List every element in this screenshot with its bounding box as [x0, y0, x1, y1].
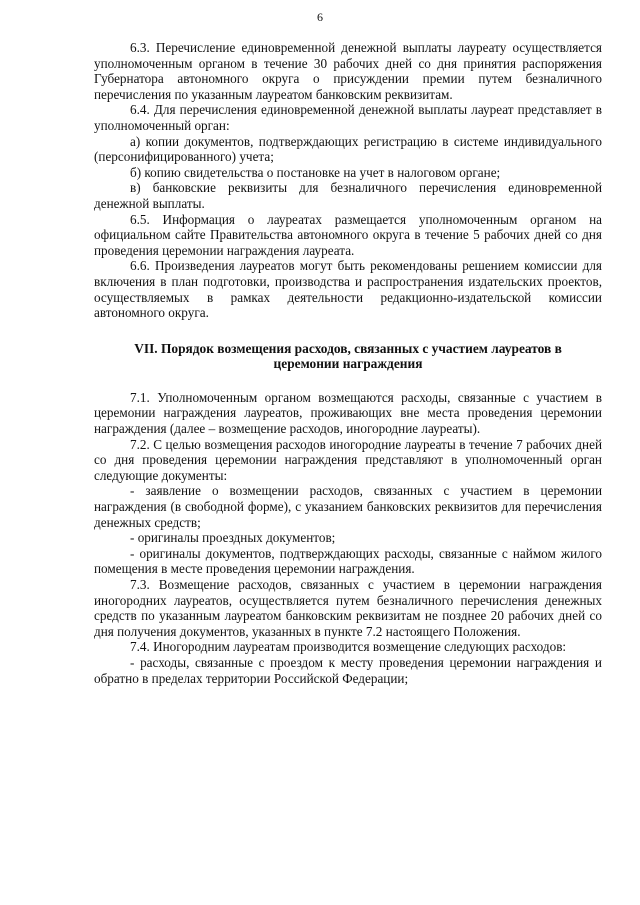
document-body [94, 40, 602, 686]
paragraph-6-4: 6.4. Для перечисления единовременной денежной выплаты лауреат представляет в уполномоченный орган: [94, 102, 602, 133]
paragraph-6-6: 6.6. Произведения лауреатов могут быть рекомендованы решением комиссии для включения в план подготовки, производства и распространения издательских проектов, осуществляемых в рамках деятельности редакционно-издательской комиссии автономного округа. [94, 258, 602, 321]
list-item-6-4-c: в) банковские реквизиты для безналичного перечисления единовременной денежной выплаты. [94, 180, 602, 211]
list-item-7-2-housing: - оригиналы документов, подтверждающих расходы, связанные с наймом жилого помещения в месте проведения церемонии награждения. [94, 545, 602, 577]
paragraph-6-5: 6.5. Информация о лауреатах размещается уполномоченным органом на официальном сайте Правительства автономного округа в течение 5 рабочих дней со дня проведения церемонии награждения лауреата. [94, 211, 602, 258]
list-item-6-4-b: б) копию свидетельства о постановке на учет в налоговом органе; [130, 164, 501, 180]
list-item-7-2-application: - заявление о возмещении расходов, связанных с участием в церемонии награждения (в свободной форме), с указанием банковских реквизитов для перечисления денежных средств; [94, 483, 602, 530]
paragraph-7-2: 7.2. С целью возмещения расходов иногородние лауреаты в течение 7 рабочих дней со дня проведения церемонии награждения представляют в уполномоченный орган следующие документы: [94, 436, 602, 483]
page-number: 6 [317, 10, 323, 24]
list-item-7-2-tickets: - оригиналы проездных документов; [130, 530, 336, 546]
paragraph-7-3: 7.3. Возмещение расходов, связанных с участием в церемонии награждения иногородних лауреатов, осуществляется путем безналичного перечисления денежных средств по указанным лауреатом банковским реквизитам не позднее 20 рабочих дней со дня получения документов, указанных в пункте 7.2 настоящего Положения. [94, 577, 602, 639]
paragraph-6-3: 6.3. Перечисление единовременной денежной выплаты лауреату осуществляется уполномоченным органом в течение 30 рабочих дней со дня принятия распоряжения Губернатора автономного округа о присуждении премии путем безналичного перечисления по указанным лауреатом банковским реквизитам. [94, 40, 602, 102]
list-item-7-4-travel: - расходы, связанные с проездом к месту проведения церемонии награждения и обратно в пределах территории Российской Федерации; [94, 654, 602, 686]
section-7-heading: VII. Порядок возмещения расходов, связанных с участием лауреатов в церемонии награждения [134, 340, 562, 372]
list-item-6-4-a: а) копии документов, подтверждающих регистрацию в системе индивидуального (персонифицированного) учета; [94, 133, 602, 165]
paragraph-7-1: 7.1. Уполномоченным органом возмещаются расходы, связанные с участием в церемонии награждения лауреатов, проживающих вне места проведения церемонии награждения (далее – возмещение расходов, иногородние лауреаты). [94, 389, 602, 437]
paragraph-7-4: 7.4. Иногородним лауреатам производится возмещение следующих расходов: [130, 639, 567, 655]
